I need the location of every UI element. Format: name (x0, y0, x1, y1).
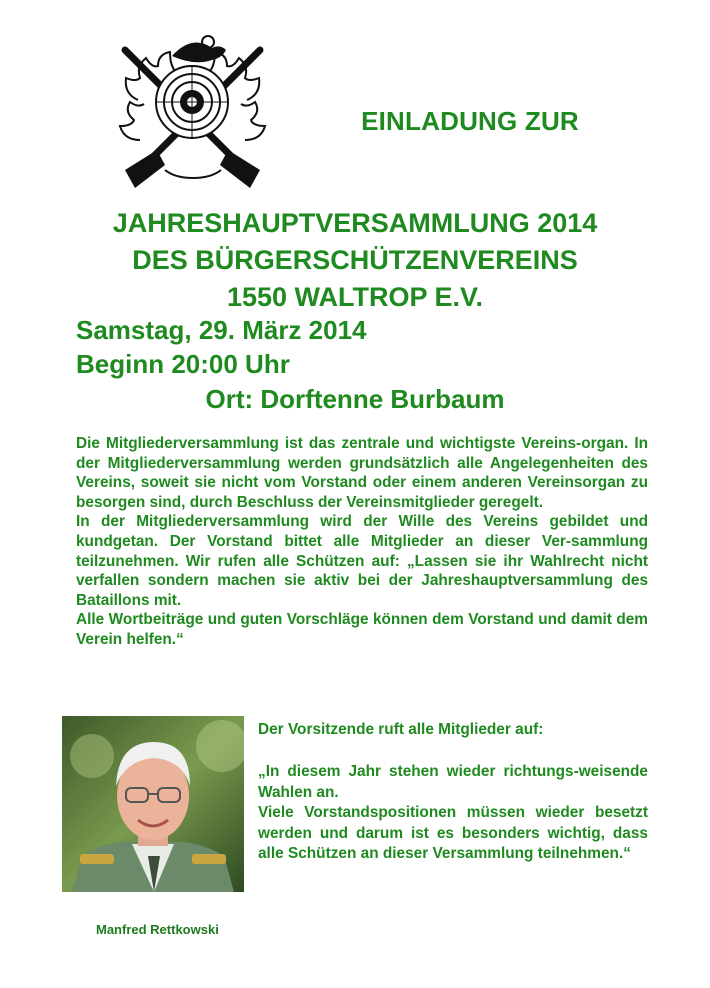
title-line: 1550 WALTROP E.V. (226, 282, 484, 312)
meeting-date: Samstag, 29. März 2014 (76, 315, 367, 345)
quote-line: „In diesem Jahr stehen wieder richtungs-weisende Wahlen an. (258, 763, 648, 801)
shooting-club-emblem-icon (110, 30, 275, 188)
chairman-photo (62, 716, 244, 892)
body-paragraph: Die Mitgliederversammlung ist das zentrale und wichtigste Vereins-organ. In der Mitgliederversammlung werden grundsätzlich alle Angelegenheiten des Vereins, soweit sie nicht vom Vorstand oder einem anderen Vereinsorgan zu besorgen sind, durch Beschluss der Vereinsmitglieder geregelt. (76, 435, 648, 511)
body-text (76, 434, 648, 650)
quote-line: Viele Vorstandspositionen müssen wieder besetzt werden und darum ist es besonders wichtig, dass alle Schützen an dieser Versammlung teilnehmen.“ (258, 804, 648, 862)
chairman-name: Manfred Rettkowski (96, 922, 219, 937)
title-line: JAHRESHAUPTVERSAMMLUNG 2014 (112, 208, 598, 238)
body-paragraph: In der Mitgliederversammlung wird der Wille des Vereins gebildet und kundgetan. Der Vorstand bittet alle Mitglieder an dieser Ver-sammlung teilzunehmen. Wir rufen alle Schützen auf: „Lassen sie ihr Wahlrecht nicht verfallen sondern machen sie aktiv bei der Jahreshauptversammlung des Bataillons mit. (76, 513, 648, 609)
chairman-call-title: Der Vorsitzende ruft alle Mitglieder auf: (258, 721, 544, 738)
meeting-time: Beginn 20:00 Uhr (76, 349, 290, 379)
body-paragraph: Alle Wortbeiträge und guten Vorschläge können dem Vorstand und damit dem Verein helfen.“ (76, 611, 648, 648)
date-time-block (76, 313, 367, 381)
chairman-quote (258, 762, 648, 865)
meeting-title (0, 205, 710, 316)
meeting-location: Ort: Dorftenne Burbaum (205, 384, 505, 414)
title-line: DES BÜRGERSCHÜTZENVEREINS (132, 245, 578, 275)
invitation-heading: EINLADUNG ZUR (361, 106, 579, 136)
